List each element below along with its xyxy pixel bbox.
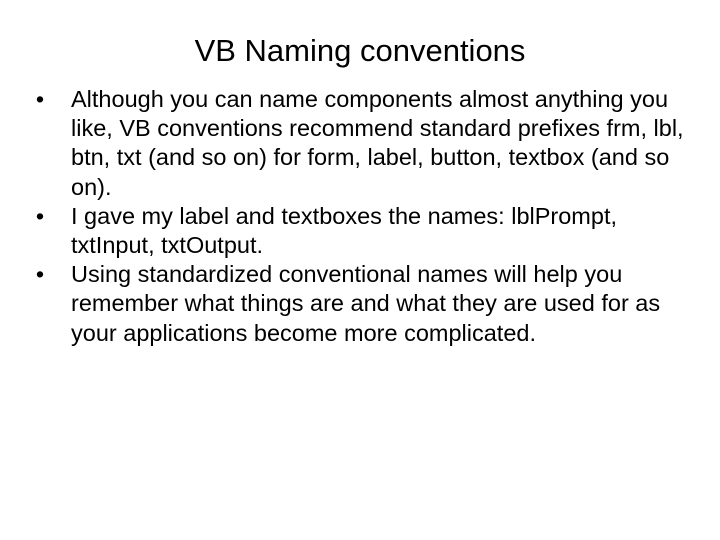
bullet-item-benefits [30, 260, 695, 348]
slide-title: VB Naming conventions [194, 33, 526, 68]
bullet-item-prefixes [30, 85, 695, 202]
bullet-icon: • [35, 86, 45, 112]
bullet-text: I gave my label and textboxes the names: lblPrompt, txtInput, txtOutput. [71, 202, 618, 259]
bullet-list [30, 85, 695, 348]
bullet-item-names [30, 202, 695, 260]
bullet-icon: • [35, 202, 45, 229]
bullet-text: Although you can name components almost anything you like, VB conventions recommend standard prefixes frm, lbl, btn, txt (and so on) for form, label, button, textbox (and so on). [71, 86, 684, 200]
bullet-icon: • [35, 261, 45, 288]
bullet-text: Using standardized conventional names will help you remember what things are and what they are used for as your applications become more complicated. [71, 261, 661, 346]
